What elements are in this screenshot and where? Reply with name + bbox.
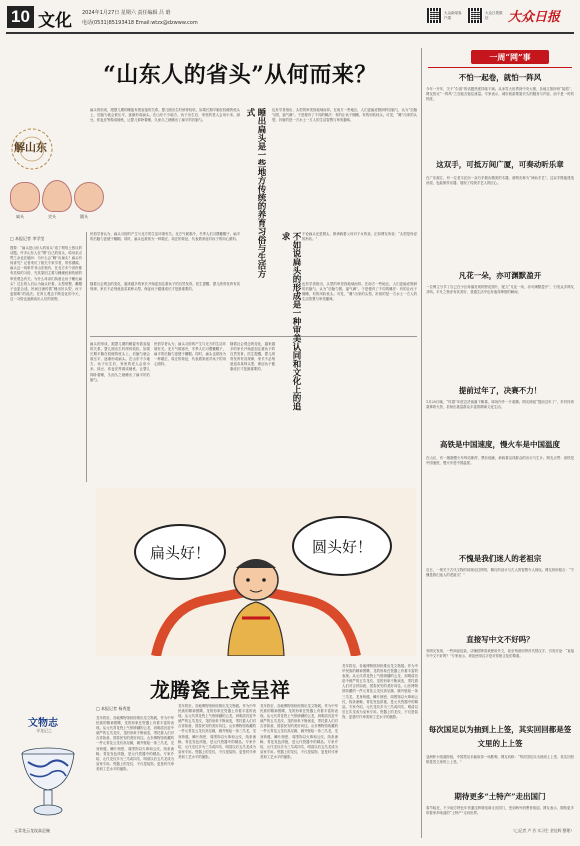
avatar-label: 扁头 — [16, 214, 24, 219]
net-item-body: 春节临近，不少地方特色年货通过跨境电商走出国门，受到海外消费者欢迎。网友表示，期待更多带着家乡味道的“土特产”走向世界。 — [426, 806, 574, 816]
left-body-text: 提要：“扁头是山东人的省头”成了网络上热议的话题。许多山东人在“晒”自己的省头，给母亲点赞之余也在疑问：为什么会“睡”出扁头？扁头有何讲究？记者采访了相关专家学者，带你溯源。扁头这一现象并非山东独有，在北方多个省份都有类似的习俗，究其原因主要与睡硬枕和传统的审美观念有关。为什么母亲们执意让孩子睡出扁头？过去的人们认为扁头好看，头型规整，戴帽子也更合适。民间还流传着“睡出好头型，孩子更聪明”的说法。在育儿观念不断变化的今天，这一习俗也逐渐淡出人们的视野。 — [10, 246, 82, 301]
brand-underline — [428, 67, 572, 68]
avatar-label: 尖头 — [48, 214, 56, 219]
baby-figure-icon — [96, 488, 416, 656]
net-item-body: 在广东湛江，有一位老木匠用一双巧手做出精美的木器，被网友称为“神仙手艺”。这双手既能建造房屋，也能制作乐器，展现了传统手艺人的匠心。 — [426, 176, 574, 186]
body-block: 不论扁头还是圆头，都承载着父母对子女的爱。正如网友所说：“头型是母爱的形状。” — [302, 232, 417, 242]
lower-body-col: 龙年将至，各地博物馆纷纷推出龙文物展。作为中华民族的精神图腾，龙的形象在瓷器上有着丰富的表现。从元代青花瓷上气势磅礴的云龙，到明清官窑中威严的五爪龙纹，龙的形象不断演变，寄托着人们对吉祥如意、国泰民安的美好向往。山东博物馆收藏的一件元青花云龙纹高足碗，碗外壁绘一条三爪龙，龙身矫健，鳞片细密，周围饰以火珠和云纹，线条流畅，青花发色浓艳，是元代瓷器中的精品。专家介绍，元代龙纹多为三爪或四爪，明清以后五爪龙成为皇家专用。瓷器上的龙纹，不仅是装饰，更是时代审美和工艺水平的缩影。 — [178, 704, 256, 759]
net-item — [426, 438, 574, 538]
contact-line: 电话(0531)85193418 Email:wtzx@dzwww.com — [82, 20, 198, 26]
body-block: 扁头的形成，跟婴儿期的睡姿有着直接的关系。婴儿刚出生时颅骨较软，如果长期平躺在较硬的枕头上，后脑勺就会被压平，逐渐形成扁头。在山东不少地方，孩子出生后，家里的老人会用小米、绿豆、荞麦皮等做成硬枕，让婴儿仰卧着睡，久而久之就睡出了扁平的后脑勺。 — [90, 108, 240, 123]
vertical-subhead-1: 睡出扁头是一些地方传统的养育习俗与生活方式 — [245, 108, 266, 278]
net-item-title: 高铁是中国速度，慢火车是中国温度 — [440, 440, 560, 449]
relic-caption: 元青花云龙纹高足碗 — [14, 828, 50, 833]
net-item — [426, 385, 574, 432]
body-block: 民俗学者认为，扁头习俗的产生与北方的生活环境有关。北方气候寒冷，冬季人们习惯戴帽子，扁平的后脑勺更便于戴帽。同时，扁头也被视为一种端正、周正的象征，代表着家庭对孩子的用心照料。 — [154, 342, 226, 367]
page-number-box — [7, 6, 34, 28]
vertical-subhead-2: 不如说扁头的形成是一种审美认同和文化上的追求 — [280, 232, 301, 411]
net-item-body: 近日，一则关于古代文物的视频走红网络，精巧的设计与古人的智慧令人惊叹。网友纷纷留言：“不愧是我们迷人的老祖宗！” — [426, 568, 574, 578]
weekly-brand-label: 一周“网”事 — [489, 51, 531, 62]
column-divider — [86, 232, 87, 482]
net-item — [426, 790, 574, 824]
lower-body-col: 龙年将至，各地博物馆纷纷推出龙文物展。作为中华民族的精神图腾，龙的形象在瓷器上有着丰富的表现。从元代青花瓷上气势磅礴的云龙，到明清官窑中威严的五爪龙纹，龙的形象不断演变，寄托着人们对吉祥如意、国泰民安的美好向往。山东博物馆收藏的一件元青花云龙纹高足碗，碗外壁绘一条三爪龙，龙身矫健，鳞片细密，周围饰以火珠和云纹，线条流畅，青花发色浓艳，是元代瓷器中的精品。专家介绍，元代龙纹多为三爪或四爪，明清以后五爪龙成为皇家专用。瓷器上的龙纹，不仅是装饰，更是时代审美和工艺水平的缩影。 — [342, 664, 418, 719]
lower-author-line: □ 本报记者 杨秀莲 — [96, 706, 131, 711]
lower-body-col: 龙年将至，各地博物馆纷纷推出龙文物展。作为中华民族的精神图腾，龙的形象在瓷器上有着丰富的表现。从元代青花瓷上气势磅礴的云龙，到明清官窑中威严的五爪龙纹，龙的形象不断演变，寄托着人们对吉祥如意、国泰民安的美好向往。山东博物馆收藏的一件元青花云龙纹高足碗，碗外壁绘一条三爪龙，龙身矫健，鳞片细密，周围饰以火珠和云纹，线条流畅，青花发色浓艳，是元代瓷器中的精品。专家介绍，元代龙纹多为三爪或四爪，明清以后五爪龙成为皇家专用。瓷器上的龙纹，不仅是装饰，更是时代审美和工艺水平的缩影。 — [96, 716, 174, 771]
net-item-title: 期待更多“土特产”走出国门 — [454, 792, 546, 801]
column-label: 文物志 — [28, 718, 58, 729]
net-item-title: 这双手，可抵万间广厦，可奏动听乐章 — [436, 160, 564, 169]
avatar-pointed — [42, 180, 72, 212]
page-number: 10 — [11, 7, 30, 26]
column-sub: 寻龙记之 — [36, 728, 52, 733]
blue-white-porcelain-icon — [18, 740, 78, 826]
right-speech-text: 圆头好！ — [311, 537, 372, 556]
net-item-title: 直接写中文不好吗？ — [466, 635, 534, 644]
net-item-body: 亚洲杯小组赛阶段，中国男足未能取得一场胜利。网友戏称：“每次国足以为抽到上上签，其实回回都是签文里的上上签。” — [426, 755, 574, 765]
qr-label-2: 大众日报微信 — [485, 11, 503, 20]
net-item-title: 提前过年了，决赛不力！ — [458, 386, 542, 395]
weekly-brand-badge — [471, 50, 549, 64]
banner-label: 解山东 — [14, 141, 47, 154]
body-block: 也有学者指出，头型的审美因地域而异。在南方一些地区，人们更偏爱圆润的后脑勺，认为“后脑勺圆，福气满”。于是便有了不同的睡法：有的让孩子侧睡，有的用软枕头。可见，“睡”出来的头型，折射的是一方水土一方人的生活智慧与审美趣味。 — [272, 108, 417, 123]
net-item-body: 有网友发现，一些商品包装、店铺招牌喜欢使用外文，甚至刻意用拼音代替汉字，引发讨论：“直接写中文不好吗？”专家表示，规范使用汉字是对传统文化的尊重。 — [426, 649, 574, 659]
net-item-title: 凡花一朵，亦可渊默盈开 — [458, 271, 542, 280]
net-item-title: 每次国足以为抽到上上签，其实回回都是签文里的上上签 — [428, 725, 572, 748]
lower-headline: 龙腾瓷上竞呈祥 — [150, 678, 290, 702]
cultural-relic-panel — [8, 700, 88, 840]
left-author-line: □ 本报记者 李学莹 — [10, 236, 45, 241]
headline: “山东人的省头”从何而来？ — [103, 62, 377, 88]
avatar-label: 圆头 — [80, 214, 88, 219]
net-item — [426, 723, 574, 783]
page-header — [0, 0, 580, 44]
column-divider — [421, 48, 422, 838]
net-item — [426, 158, 574, 250]
section-title: 文化 — [38, 11, 72, 31]
qr-label-1: 大众新闻客户端 — [444, 11, 462, 20]
body-block: 扁头的形成，跟婴儿期的睡姿有着直接的关系。婴儿刚出生时颅骨较软，如果长期平躺在较硬的枕头上，后脑勺就会被压平，逐渐形成扁头。在山东不少地方，孩子出生后，家里的老人会用小米、绿豆、荞麦皮等做成硬枕，让婴儿仰卧着睡，久而久之就睡出了扁平的后脑勺。 — [90, 342, 150, 382]
net-item-body: 在山区，有一趟趟慢火车每站都停，票价低廉，承载着沿线群众的出行与生计。网友点赞：高铁是中国速度，慢火车是中国温度。 — [426, 456, 574, 466]
body-block: 随着社会观念的变化，越来越多的家长开始更加注重孩子的自然发育。医生提醒，婴儿颅骨发育有其规律，家长不必刻意追求某种头型，保证孩子健康成长才是最重要的。 — [230, 342, 275, 372]
qr-code-icon — [468, 8, 483, 23]
left-speech-text: 扁头好！ — [149, 543, 210, 562]
net-item — [426, 553, 574, 628]
net-item-body: 一位博主分享了自己在小区角落发现的野花照片，配文“凡花一朵，亦可渊默盈开”，引发众多网友共鸣。平凡之物亦有其美好，普通生活中也有值得珍惜的瞬间。 — [426, 285, 574, 295]
avatar-flat — [10, 182, 40, 212]
net-item-body: 今年一开年，关于“尔滨”的话题热度持续不减。从冰雪大世界到中央大街，各地文旅纷纷“接招”，网友热议“一阵风”之后能否留住流量。专家表示，城市旅游要靠长久的服务与内容，而不是一时的热度。 — [426, 87, 574, 102]
date-line: 2024年1月27日 星期六 责任编辑 吕 晗 — [82, 10, 171, 16]
qr-code-icon — [427, 8, 442, 23]
cartoon-illustration — [96, 488, 416, 656]
newspaper-logo: 大众日报 — [508, 10, 561, 25]
net-item-body: 1月20日晚，“村超”年度总决赛落下帷幕，球场内外一片欢腾。网友调侃“提前过年了”，乡村体育赛事的火热，折射出基层群众丰富的精神文化生活。 — [426, 400, 574, 410]
net-item — [426, 634, 574, 721]
body-block: 也有学者指出，头型的审美因地域而异。在南方一些地区，人们更偏爱圆润的后脑勺，认为“后脑勺圆，福气满”。于是便有了不同的睡法：有的让孩子侧睡，有的用软枕头。可见，“睡”出来的头型，折射的是一方水土一方人的生活智慧与审美趣味。 — [302, 282, 417, 302]
header-divider — [6, 32, 574, 34]
weekly-net-news-column — [426, 48, 574, 838]
net-item-title: 不怕一起卷，就怕一阵风 — [458, 73, 542, 82]
right-column-footer: （□记者 卢 芳 实习生 金佳辉 整理） — [511, 828, 574, 833]
body-block: 随着社会观念的变化，越来越多的家长开始更加注重孩子的自然发育。医生提醒，婴儿颅骨发育有其规律，家长不必刻意追求某种头型，保证孩子健康成长才是最重要的。 — [90, 282, 240, 292]
net-item — [426, 72, 574, 149]
body-block: 民俗学者认为，扁头习俗的产生与北方的生活环境有关。北方气候寒冷，冬季人们习惯戴帽子，扁平的后脑勺更便于戴帽。同时，扁头也被视为一种端正、周正的象征，代表着家庭对孩子的用心照料。 — [90, 232, 240, 242]
net-item-title: 不愧是我们迷人的老祖宗 — [458, 554, 542, 563]
lower-body-col: 龙年将至，各地博物馆纷纷推出龙文物展。作为中华民族的精神图腾，龙的形象在瓷器上有着丰富的表现。从元代青花瓷上气势磅礴的云龙，到明清官窑中威严的五爪龙纹，龙的形象不断演变，寄托着人们对吉祥如意、国泰民安的美好向往。山东博物馆收藏的一件元青花云龙纹高足碗，碗外壁绘一条三爪龙，龙身矫健，鳞片细密，周围饰以火珠和云纹，线条流畅，青花发色浓艳，是元代瓷器中的精品。专家介绍，元代龙纹多为三爪或四爪，明清以后五爪龙成为皇家专用。瓷器上的龙纹，不仅是装饰，更是时代审美和工艺水平的缩影。 — [260, 704, 338, 759]
jie-shandong-banner — [8, 125, 56, 173]
net-item — [426, 270, 574, 375]
